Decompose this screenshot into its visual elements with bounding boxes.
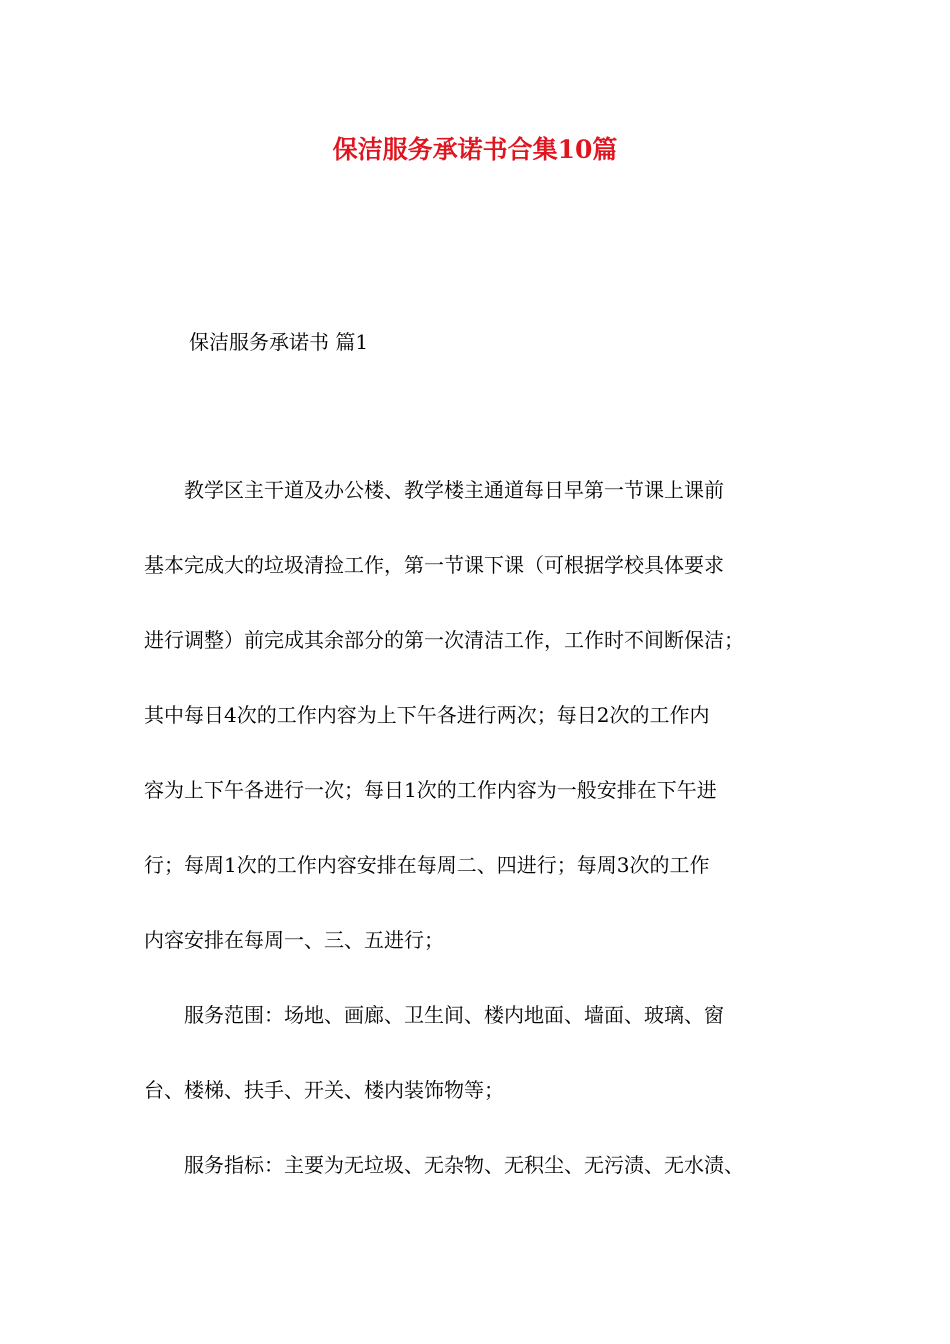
text-line: 基本完成大的垃圾清捡工作，第一节课下课（可根据学校具体要求 bbox=[144, 553, 724, 577]
text-line: 进行调整）前完成其余部分的第一次清洁工作，工作时不间断保洁； bbox=[144, 628, 744, 652]
text-line: 其中每日4次的工作内容为上下午各进行两次；每日2次的工作内 bbox=[144, 703, 710, 727]
text-line: 服务指标：主要为无垃圾、无杂物、无积尘、无污渍、无水渍、 bbox=[144, 1153, 744, 1177]
text-line: 容为上下午各进行一次；每日1次的工作内容为一般安排在下午进 bbox=[144, 778, 717, 802]
text-line: 行；每周1次的工作内容安排在每周二、四进行；每周3次的工作 bbox=[144, 853, 710, 877]
section-heading: 保洁服务承诺书 篇1 bbox=[189, 330, 369, 354]
text-line: 服务范围：场地、画廊、卫生间、楼内地面、墙面、玻璃、窗 bbox=[144, 1003, 724, 1027]
body-text bbox=[144, 470, 824, 1220]
text-line: 内容安排在每周一、三、五进行； bbox=[144, 928, 444, 952]
document-title: 保洁服务承诺书合集10篇 bbox=[332, 135, 618, 164]
text-line: 台、楼梯、扶手、开关、楼内装饰物等； bbox=[144, 1078, 504, 1102]
text-line: 教学区主干道及办公楼、教学楼主通道每日早第一节课上课前 bbox=[144, 478, 724, 502]
